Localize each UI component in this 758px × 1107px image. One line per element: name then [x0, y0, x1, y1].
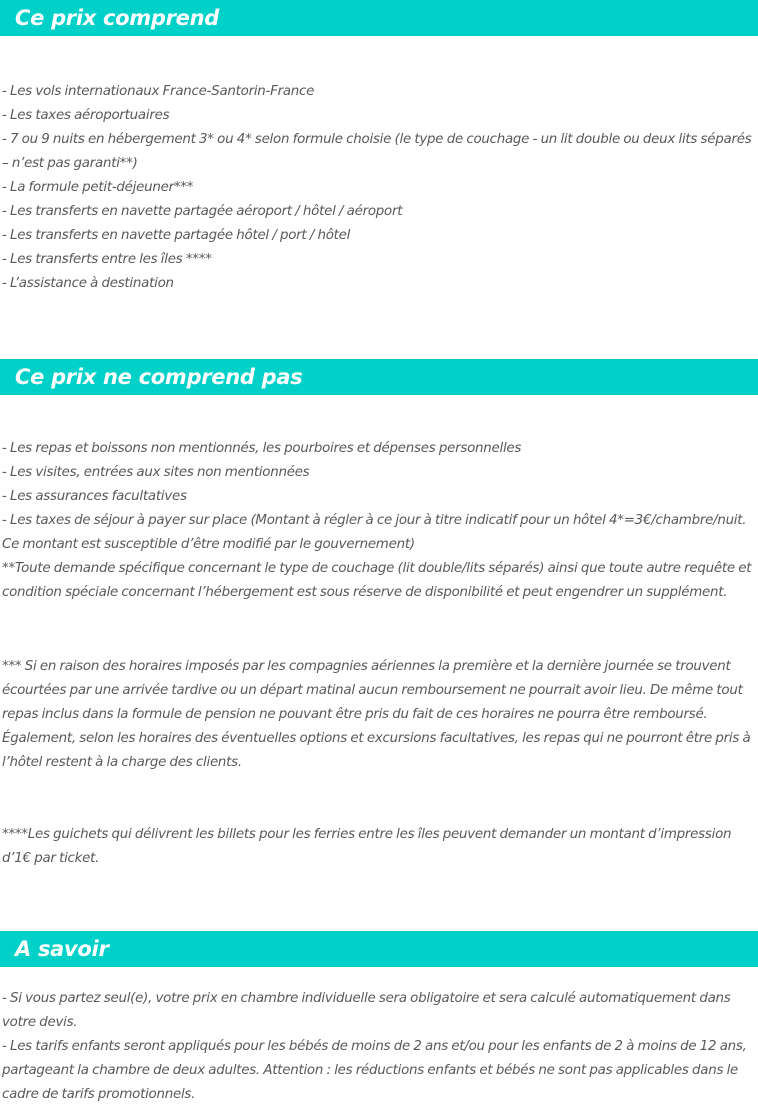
section-header-included [0, 0, 758, 36]
list-item: - L’assistance à destination [2, 276, 174, 291]
list-item: - Les visites, entrées aux sites non mentionnées [2, 465, 310, 480]
section-body-to-know [0, 987, 758, 1107]
section-title-not-included: Ce prix ne comprend pas [15, 365, 303, 389]
list-item: - Les transferts entre les îles **** [2, 252, 212, 267]
footnote-three: *** Si en raison des horaires imposés par les compagnies aériennes la première et la dernière journée se trouvent écourtées par une arrivée tardive ou un départ matinal aucun remboursement ne pourrait avoir lieu. De même tout repas inclus dans la formule de pension ne pouvant être pris du fait de ces horaires ne pourra être remboursé. Également, selon les horaires des éventuelles options et excursions facultatives, les repas qui ne pourront être pris à l’hôtel restent à la charge des clients. [2, 659, 751, 770]
list-item: - Les vols internationaux France-Santorin-France [2, 84, 315, 99]
list-item: - Les transferts en navette partagée aéroport / hôtel / aéroport [2, 204, 403, 219]
section-body-included [0, 80, 758, 296]
footnote-four: ****Les guichets qui délivrent les billets pour les ferries entre les îles peuvent demander un montant d’impression d’1€ par ticket. [2, 827, 732, 866]
section-body-not-included [0, 437, 758, 871]
list-item: - La formule petit-déjeuner*** [2, 180, 194, 195]
list-item: - Les tarifs enfants seront appliqués pour les bébés de moins de 2 ans et/ou pour les enfants de 2 à moins de 12 ans, partageant la chambre de deux adultes. Attention : les réductions enfants et bébés ne sont pas applicables dans le cadre de tarifs promotionnels. [2, 1039, 747, 1102]
spacer-before-footnote-four [2, 775, 756, 823]
list-item: - Les assurances facultatives [2, 489, 187, 504]
list-item: - 7 ou 9 nuits en hébergement 3* ou 4* selon formule choisie (le type de couchage - un lit double ou deux lits séparés – n’est pas garanti**) [2, 132, 752, 171]
list-item: - Les taxes de séjour à payer sur place (Montant à régler à ce jour à titre indicatif pour un hôtel 4*=3€/chambre/nuit. Ce montant est susceptible d’être modifié par le gouvernement) [2, 513, 747, 552]
spacer-before-not-included-header [0, 296, 758, 359]
spacer-after-not-included-header [0, 395, 758, 437]
section-header-to-know [0, 931, 758, 967]
spacer-after-to-know-header [0, 967, 758, 987]
list-item: - Les repas et boissons non mentionnés, les pourboires et dépenses personnelles [2, 441, 522, 456]
section-title-included: Ce prix comprend [15, 6, 219, 30]
section-header-not-included [0, 359, 758, 395]
spacer-before-to-know-header [0, 871, 758, 931]
footnote-two: **Toute demande spécifique concernant le type de couchage (lit double/lits séparés) ainsi que toute autre requête et condition spéciale concernant l’hébergement est sous réserve de disponibilité et peut engendrer un supplément. [2, 561, 752, 600]
list-item: - Les transferts en navette partagée hôtel / port / hôtel [2, 228, 351, 243]
spacer-after-included-header [0, 36, 758, 80]
spacer-before-footnote-three [2, 605, 756, 655]
section-title-to-know: A savoir [15, 937, 109, 961]
list-item: - Les taxes aéroportuaires [2, 108, 170, 123]
list-item: - Si vous partez seul(e), votre prix en chambre individuelle sera obligatoire et sera calculé automatiquement dans votre devis. [2, 991, 731, 1030]
